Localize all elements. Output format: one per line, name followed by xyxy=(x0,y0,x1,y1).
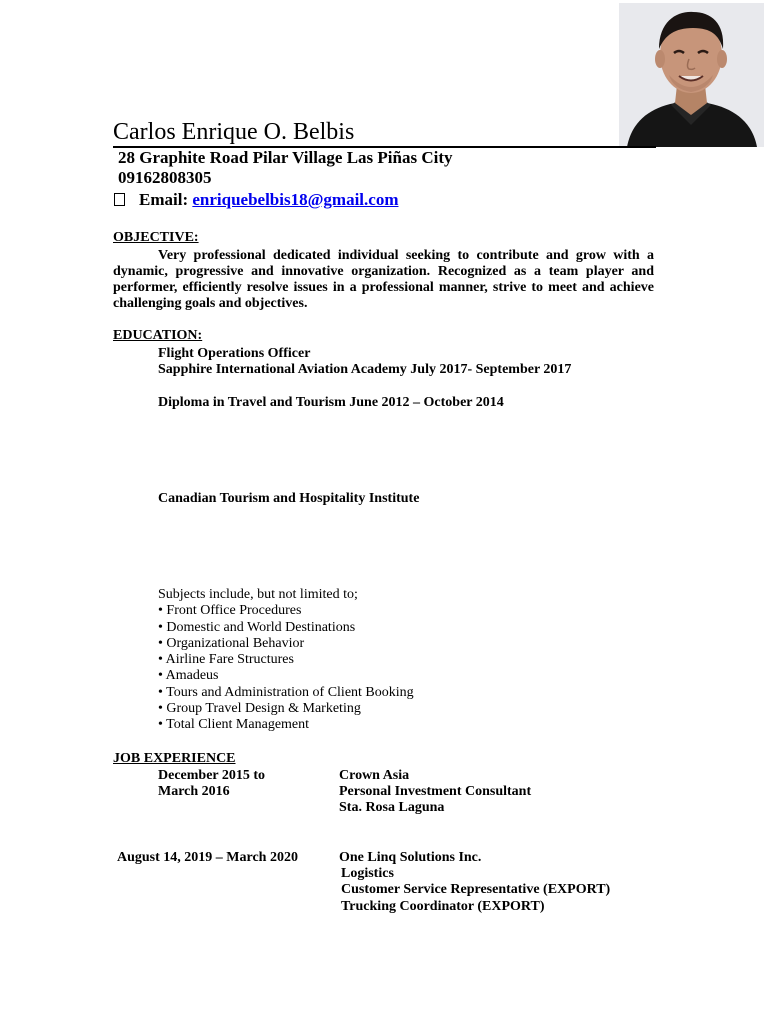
subjects-intro: Subjects include, but not limited to; xyxy=(158,587,358,602)
education-item2-school: Canadian Tourism and Hospitality Institute xyxy=(158,491,420,506)
education-heading: EDUCATION: xyxy=(113,328,203,343)
objective-heading: OBJECTIVE: xyxy=(113,230,199,245)
email-row xyxy=(113,190,398,210)
job1-date-end: March 2016 xyxy=(158,784,230,799)
empty-box-glyph-icon xyxy=(114,193,125,206)
education-item1-title: Flight Operations Officer xyxy=(158,346,311,361)
list-item: • Domestic and World Destinations xyxy=(158,619,356,635)
list-item: • Total Client Management xyxy=(158,717,310,733)
address: 28 Graphite Road Pilar Village Las Piñas City xyxy=(118,148,453,167)
email-link[interactable]: enriquebelbis18@gmail.com xyxy=(192,190,399,209)
list-item: • Front Office Procedures xyxy=(158,603,302,619)
profile-photo xyxy=(619,3,764,147)
job1-location: Sta. Rosa Laguna xyxy=(339,800,445,815)
job2-line4: Trucking Coordinator (EXPORT) xyxy=(341,899,545,914)
list-item: • Airline Fare Structures xyxy=(158,652,294,668)
list-item: • Group Travel Design & Marketing xyxy=(158,701,361,717)
subjects-list xyxy=(158,587,414,734)
job1-position: Personal Investment Consultant xyxy=(339,784,532,799)
job2-line2: Logistics xyxy=(341,866,394,881)
job-experience-heading: JOB EXPERIENCE xyxy=(113,751,236,766)
job2-line3: Customer Service Representative (EXPORT) xyxy=(341,882,611,897)
phone-number: 09162808305 xyxy=(118,168,212,187)
job1-date-start: December 2015 to xyxy=(158,768,266,783)
person-portrait-icon xyxy=(619,3,764,147)
job1-company: Crown Asia xyxy=(339,768,410,783)
objective-text: Very professional dedicated individual seeking to contribute and grow with a dynamic, progressive and innovative organization. Recognized as a team player and performer, efficiently resolve issues in a professional manner, strive to meet and achieve challenging goals and objectives. xyxy=(113,248,654,311)
email-label: Email: xyxy=(139,190,189,209)
candidate-name: Carlos Enrique O. Belbis xyxy=(113,119,355,145)
job2-company: One Linq Solutions Inc. xyxy=(339,850,482,865)
list-item: • Organizational Behavior xyxy=(158,635,305,651)
education-item1-school: Sapphire International Aviation Academy July 2017- September 2017 xyxy=(158,362,572,377)
education-item2-title: Diploma in Travel and Tourism June 2012 – October 2014 xyxy=(158,395,504,410)
job2-dates: August 14, 2019 – March 2020 xyxy=(117,850,298,865)
list-item: • Tours and Administration of Client Booking xyxy=(158,684,414,700)
list-item: • Amadeus xyxy=(158,668,219,684)
